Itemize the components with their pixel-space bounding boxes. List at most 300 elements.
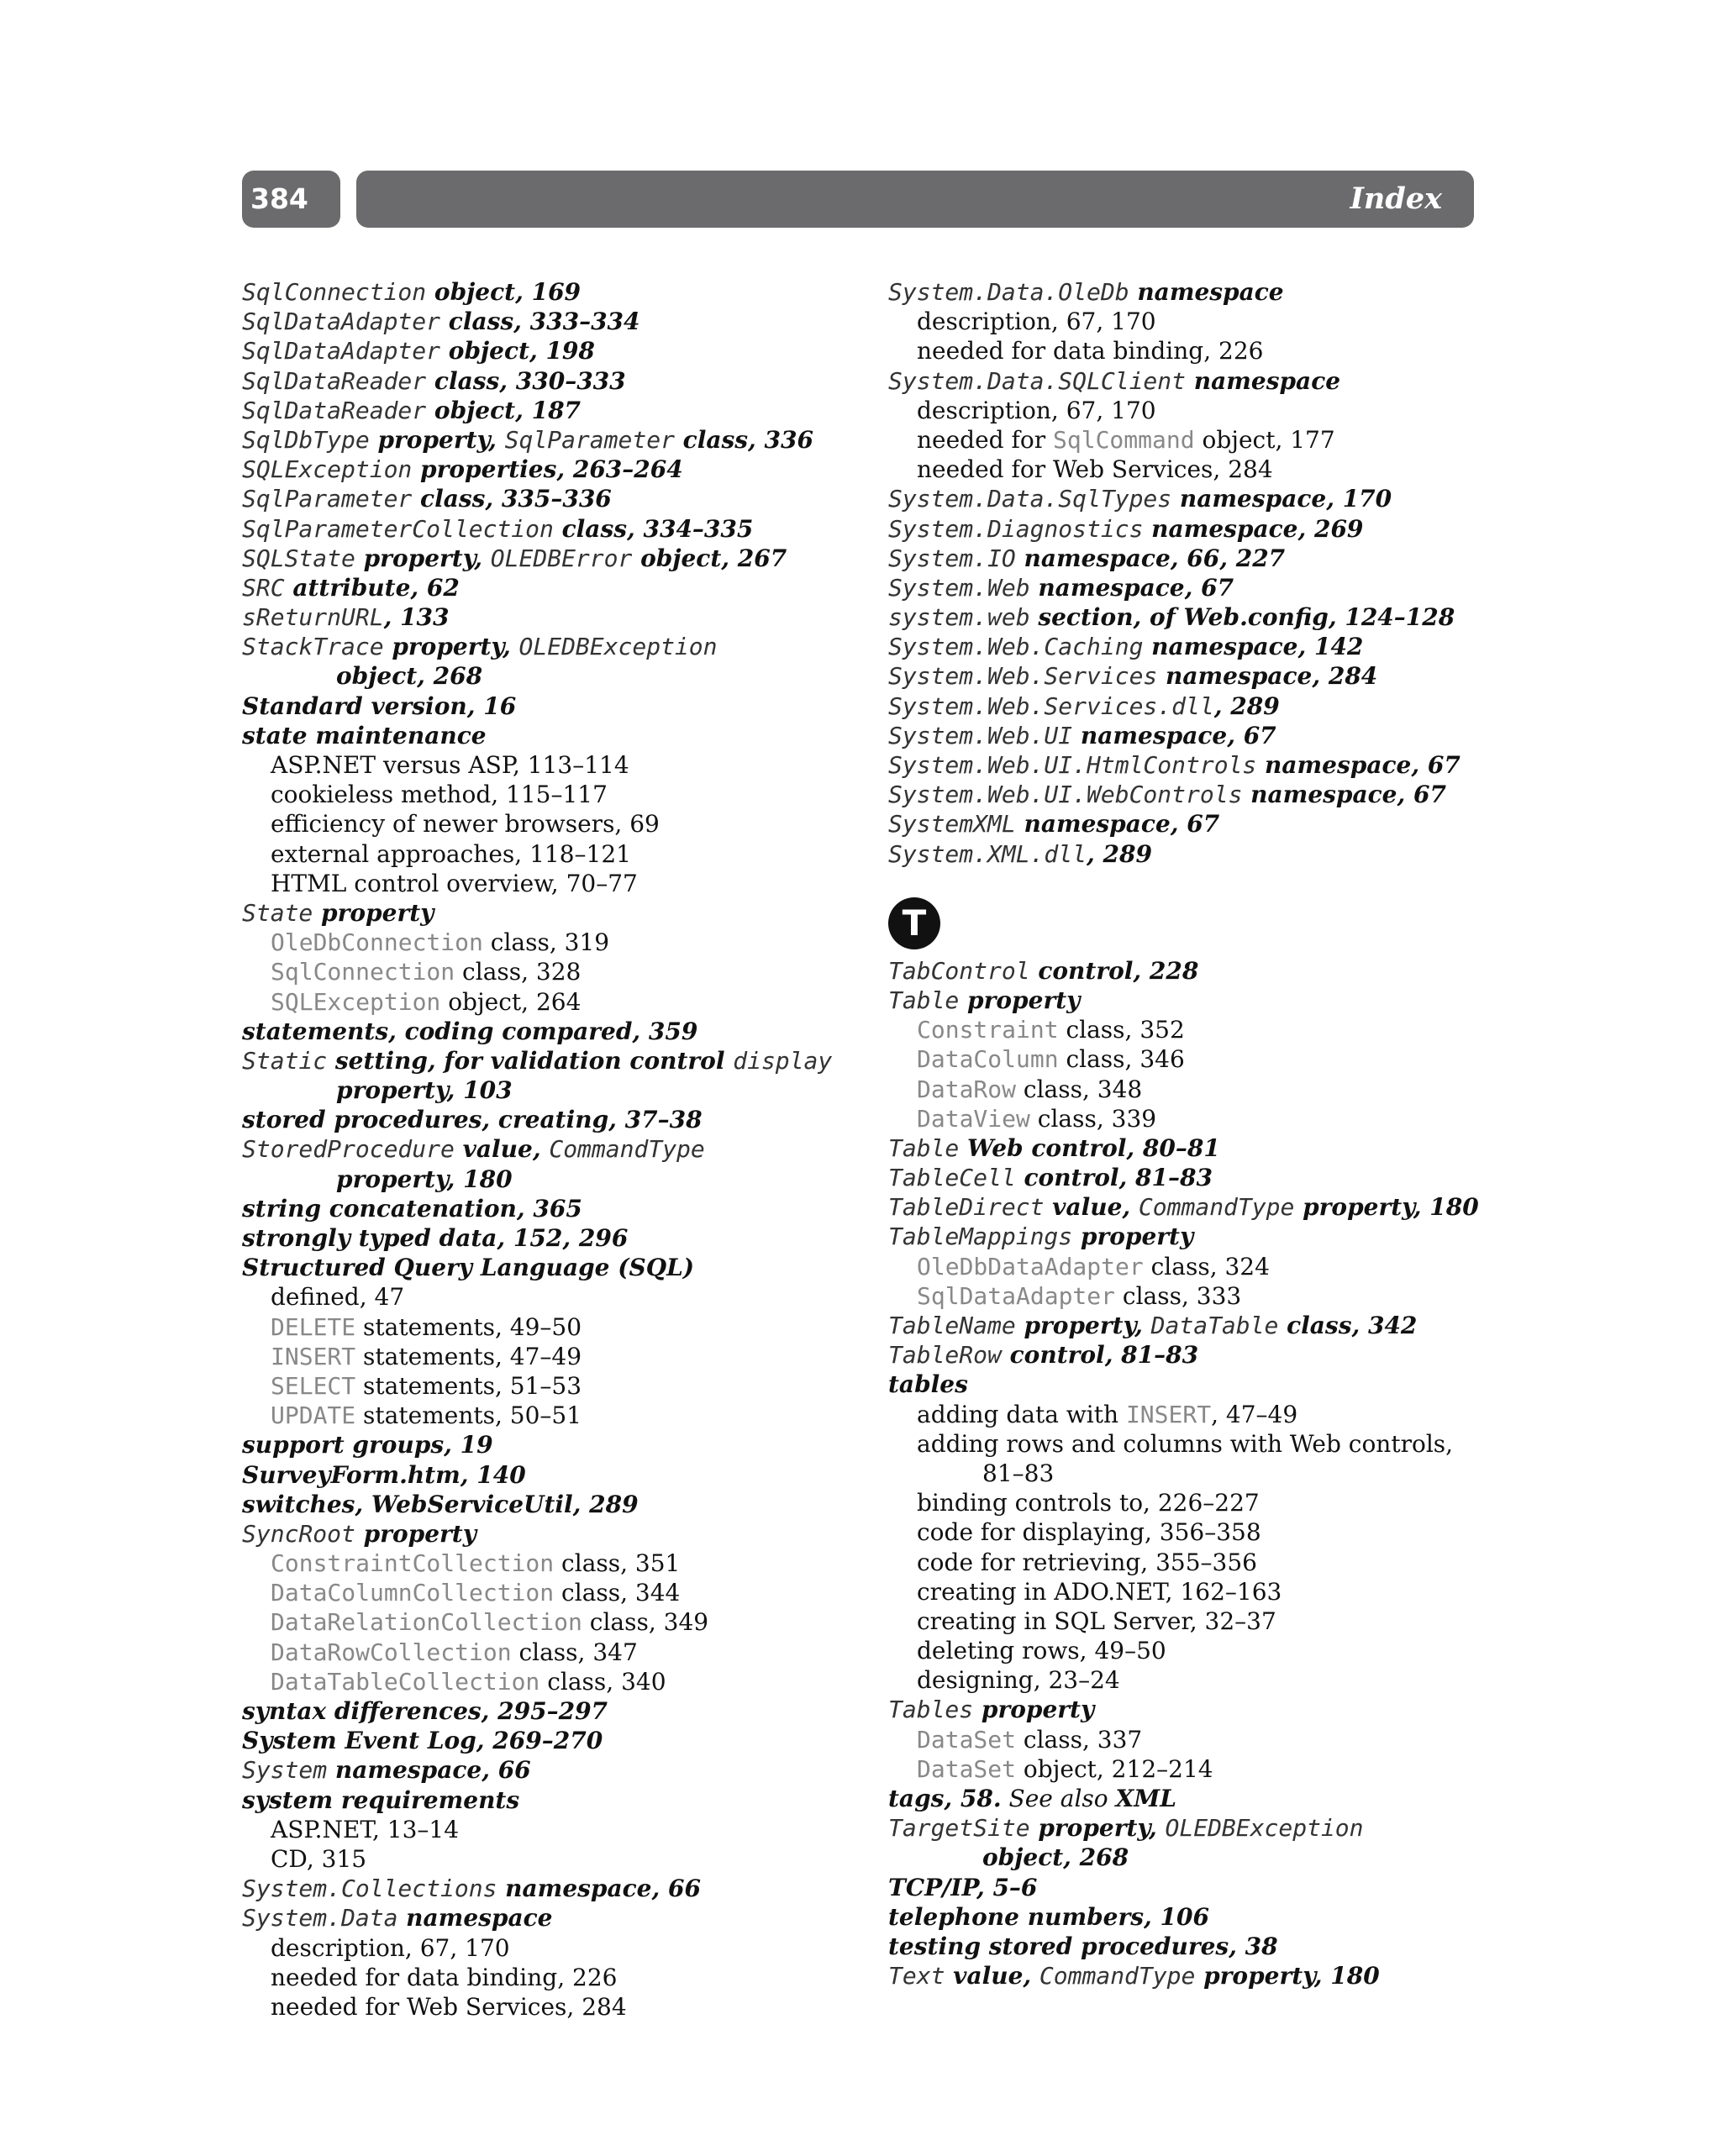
entry-text: CommandType: [549, 1135, 705, 1164]
index-entry: [888, 602, 1493, 632]
entry-text: support groups, 19: [242, 1431, 493, 1459]
entry-text: namespace, 67: [1072, 721, 1276, 749]
entry-text: testing stored procedures, 38: [888, 1932, 1278, 1960]
index-entry: [242, 514, 855, 544]
entry-text: SqlDataAdapter: [917, 1281, 1116, 1310]
entry-text: System.Diagnostics: [888, 514, 1144, 543]
entry-text: namespace, 66, 227: [1015, 544, 1286, 572]
entry-text: code for retrieving, 355–356: [917, 1548, 1257, 1576]
entry-text: namespace, 66: [497, 1875, 701, 1903]
entry-text: object, 267: [632, 544, 787, 572]
entry-text: DataSet: [917, 1725, 1017, 1754]
index-entry: [242, 1874, 855, 1903]
index-entry: [242, 336, 855, 365]
index-entry: [242, 1017, 855, 1046]
entry-text: binding controls to, 226–227: [917, 1489, 1260, 1517]
index-entry: [242, 396, 855, 425]
index-entry: [242, 1194, 855, 1223]
entry-text: deleting rows, 49–50: [917, 1637, 1166, 1665]
index-entry: [888, 277, 1493, 307]
entry-text: tables: [888, 1370, 968, 1399]
entry-text: System.XML.dll: [888, 839, 1087, 868]
index-entry: [888, 956, 1493, 986]
index-subentry: [242, 1815, 855, 1844]
index-subentry: [242, 839, 855, 869]
entry-text: property,: [355, 544, 491, 572]
entry-text: SqlConnection: [242, 278, 427, 306]
index-subentry: [888, 1665, 1493, 1695]
entry-text: XML: [1115, 1785, 1176, 1812]
entry-text: statements, 50–51: [355, 1401, 582, 1430]
entry-text: OleDbConnection: [271, 928, 483, 957]
entry-text: system.web: [888, 603, 1030, 632]
entry-text: object, 169: [426, 278, 582, 306]
index-subentry: [888, 1104, 1493, 1133]
index-entry: [242, 1903, 855, 1933]
index-subentry: [242, 1667, 855, 1696]
entry-text: statements, 49–50: [355, 1312, 582, 1341]
index-entry: [242, 632, 855, 661]
index-entry: [888, 1932, 1493, 1961]
entry-text: CD, 315: [271, 1844, 367, 1873]
entry-text: TableRow: [888, 1341, 1002, 1370]
entry-text: DELETE: [271, 1312, 356, 1341]
entry-text: switches, WebServiceUtil, 289: [242, 1490, 639, 1518]
index-entry: [242, 1134, 855, 1164]
entry-text: DataSet: [917, 1754, 1017, 1783]
entry-text: property,: [1015, 1312, 1151, 1339]
entry-text: SRC: [242, 573, 285, 602]
entry-text: object, 187: [426, 396, 582, 424]
index-entry: [888, 691, 1493, 721]
entry-text: TableMappings: [888, 1223, 1073, 1251]
entry-text: control, 228: [1029, 956, 1199, 985]
entry-text: attribute, 62: [284, 573, 460, 602]
index-entry: [888, 1695, 1493, 1724]
index-subentry: [242, 1401, 855, 1430]
entry-text: class, 333–334: [440, 308, 640, 336]
entry-text: description, 67, 170: [917, 308, 1156, 336]
entry-text: namespace: [397, 1904, 553, 1933]
entry-text: System.Web.UI.WebControls: [888, 781, 1243, 809]
entry-text: System.Collections: [242, 1875, 497, 1903]
entry-text: property: [959, 986, 1081, 1014]
entry-text: namespace, 67: [1242, 781, 1446, 809]
index-subentry: [242, 987, 855, 1017]
index-entry: [888, 1192, 1493, 1222]
entry-text: class, 344: [554, 1579, 681, 1607]
running-header-title: Index: [1350, 181, 1442, 216]
entry-text: needed for data binding, 226: [271, 1963, 618, 1991]
entry-text: namespace, 67: [1029, 573, 1234, 602]
entry-text: SQLException: [242, 455, 413, 484]
entry-text: INSERT: [1125, 1400, 1212, 1428]
entry-text: namespace: [1129, 278, 1284, 306]
index-subentry: [242, 1607, 855, 1637]
index-subentry: [888, 1281, 1493, 1311]
entry-text: namespace, 170: [1171, 485, 1392, 513]
entry-text: object, 264: [440, 987, 582, 1016]
index-entry: [242, 573, 855, 602]
entry-text: TableName: [888, 1312, 1016, 1339]
index-entry: [888, 1222, 1493, 1251]
entry-text: statements, 51–53: [355, 1371, 582, 1400]
entry-text: StoredProcedure: [242, 1135, 455, 1164]
index-subentry: [242, 1282, 855, 1312]
index-entry: [888, 1340, 1493, 1370]
entry-text: ASP.NET versus ASP, 113–114: [271, 751, 629, 779]
entry-text: namespace, 284: [1157, 662, 1378, 691]
entry-text: system requirements: [242, 1785, 520, 1814]
entry-text: creating in ADO.NET, 162–163: [917, 1577, 1282, 1606]
entry-text: System.Web.UI: [888, 721, 1073, 749]
entry-text: property,: [369, 425, 505, 454]
index-entry: [888, 1163, 1493, 1192]
index-entry: [242, 1696, 855, 1726]
entry-text: DataView: [917, 1104, 1030, 1133]
entry-text: See also: [1001, 1785, 1116, 1812]
index-entry: [888, 839, 1493, 869]
entry-text: OLEDBException: [1165, 1814, 1364, 1843]
entry-text: , 133: [383, 603, 450, 632]
entry-text: class, 335–336: [412, 485, 612, 513]
entry-text: StackTrace: [242, 633, 384, 661]
entry-text: , 47–49: [1211, 1400, 1298, 1428]
entry-text: stored procedures, creating, 37–38: [242, 1106, 703, 1134]
entry-text: System.IO: [888, 544, 1016, 572]
entry-text: SqlDbType: [242, 425, 370, 454]
entry-text: State: [242, 898, 313, 927]
entry-text: class, 346: [1058, 1045, 1185, 1074]
entry-text: class, 352: [1058, 1016, 1185, 1044]
entry-text: Tables: [888, 1696, 974, 1724]
index-entry: [242, 366, 855, 396]
entry-text: property, 103: [336, 1076, 513, 1105]
entry-text: SqlParameter: [242, 485, 413, 513]
entry-text: class, 334–335: [553, 514, 754, 543]
index-subentry: [242, 1638, 855, 1667]
entry-text: class, 342: [1278, 1312, 1418, 1339]
index-subentry: [888, 1725, 1493, 1754]
entry-text: SqlDataAdapter: [242, 308, 441, 336]
entry-text: , 289: [1087, 839, 1152, 868]
entry-text: SqlDataReader: [242, 396, 427, 424]
entry-text: DataColumnCollection: [271, 1579, 555, 1607]
index-subentry: [888, 1015, 1493, 1044]
index-entry: [888, 1873, 1493, 1902]
index-subentry: [888, 1459, 1493, 1488]
index-entry: [242, 1253, 855, 1282]
index-subentry: [888, 1606, 1493, 1636]
index-subentry: [242, 1549, 855, 1578]
entry-text: System.Web.UI.HtmlControls: [888, 751, 1257, 779]
entry-text: efficiency of newer browsers, 69: [271, 810, 660, 839]
entry-text: cookieless method, 115–117: [271, 781, 608, 809]
entry-text: class, 337: [1016, 1725, 1143, 1754]
entry-text: property: [355, 1519, 476, 1548]
entry-text: class, 333: [1115, 1281, 1242, 1310]
entry-text: needed for Web Services, 284: [271, 1992, 627, 2021]
index-entry: [888, 1784, 1493, 1813]
entry-text: SQLState: [242, 544, 355, 572]
entry-text: object, 177: [1194, 425, 1335, 454]
entry-text: Text: [888, 1962, 945, 1990]
index-subentry: [242, 809, 855, 839]
entry-text: class, 324: [1143, 1252, 1270, 1280]
entry-text: System.Data.SQLClient: [888, 366, 1187, 395]
index-entry: [888, 1902, 1493, 1932]
entry-text: property,: [383, 633, 519, 661]
entry-text: CommandType: [1138, 1193, 1295, 1222]
entry-text: namespace, 66: [327, 1756, 531, 1785]
entry-text: Constraint: [917, 1016, 1059, 1044]
entry-text: SqlCommand: [1053, 425, 1195, 454]
entry-text: adding data with: [917, 1400, 1126, 1428]
index-subentry: [888, 1075, 1493, 1104]
index-entry: [888, 573, 1493, 602]
index-subentry: [888, 1400, 1493, 1429]
entry-text: class, 340: [539, 1667, 666, 1696]
entry-text: property, 180: [1294, 1193, 1479, 1222]
index-subentry: [242, 1342, 855, 1371]
entry-text: UPDATE: [271, 1401, 356, 1430]
entry-text: DataRow: [917, 1075, 1017, 1103]
entry-text: namespace, 142: [1143, 633, 1364, 661]
entry-text: SQLException: [271, 987, 441, 1016]
index-entry: [242, 1490, 855, 1519]
entry-text: System.Data.OleDb: [888, 278, 1129, 306]
index-entry: [242, 544, 855, 573]
index-entry: [242, 277, 855, 307]
entry-text: string concatenation, 365: [242, 1194, 582, 1223]
entry-text: code for displaying, 356–358: [917, 1518, 1261, 1547]
entry-text: SqlParameter: [504, 425, 675, 454]
index-subentry: [888, 1548, 1493, 1577]
entry-text: SyncRoot: [242, 1519, 355, 1548]
index-entry: [888, 1311, 1493, 1340]
index-entry: [888, 514, 1493, 544]
entry-text: needed for data binding, 226: [917, 337, 1264, 365]
entry-text: sReturnURL: [242, 603, 384, 632]
index-subentry: [888, 1636, 1493, 1665]
index-subentry: [888, 336, 1493, 365]
entry-text: needed for: [917, 425, 1053, 454]
entry-text: external approaches, 118–121: [271, 839, 631, 868]
entry-text: 81–83: [982, 1459, 1055, 1487]
entry-text: description, 67, 170: [917, 396, 1156, 424]
entry-text: class, 330–333: [426, 366, 626, 395]
index-subentry: [242, 1165, 855, 1194]
entry-list-right-top: [888, 277, 1493, 869]
entry-text: designing, 23–24: [917, 1666, 1120, 1695]
index-entry: [242, 1223, 855, 1253]
entry-text: namespace, 67: [1256, 751, 1460, 779]
index-entry: [242, 691, 855, 721]
entry-text: SqlConnection: [271, 958, 455, 986]
index-entry: [888, 721, 1493, 750]
entry-text: class, 347: [511, 1638, 638, 1666]
index-entry: [888, 1813, 1493, 1843]
entry-text: SurveyForm.htm, 140: [242, 1460, 526, 1489]
index-entry: [888, 632, 1493, 661]
entry-text: tags, 58.: [888, 1785, 1002, 1812]
index-entry: [242, 1046, 855, 1075]
index-subentry: [242, 1992, 855, 2022]
entry-text: state maintenance: [242, 721, 487, 749]
index-entry: [242, 602, 855, 632]
index-subentry: [242, 1578, 855, 1607]
entry-text: class, 351: [554, 1549, 681, 1578]
entry-text: section, of Web.config, 124–128: [1029, 603, 1455, 632]
entry-text: TabControl: [888, 956, 1030, 985]
index-subentry: [242, 661, 855, 691]
page-number: 384: [242, 171, 340, 228]
entry-text: System: [242, 1756, 328, 1785]
entry-text: defined, 47: [271, 1283, 405, 1312]
entry-text: SqlDataReader: [242, 366, 427, 395]
entry-text: class, 336: [674, 425, 813, 454]
index-subentry: [888, 455, 1493, 484]
entry-text: Table: [888, 1133, 960, 1162]
index-entry: [242, 1785, 855, 1815]
entry-text: , 289: [1213, 691, 1280, 720]
index-entry: [888, 1133, 1493, 1163]
index-entry: [242, 721, 855, 750]
entry-text: property, 180: [336, 1165, 513, 1193]
entry-text: OleDbDataAdapter: [917, 1252, 1144, 1280]
running-header: [356, 171, 1474, 228]
index-entry: [242, 1105, 855, 1134]
entry-text: Standard version, 16: [242, 691, 517, 720]
entry-text: System.Web.Services.dll: [888, 691, 1214, 720]
entry-text: value,: [454, 1135, 550, 1164]
entry-text: value,: [1044, 1193, 1139, 1222]
index-subentry: [242, 1844, 855, 1874]
index-column-right: [888, 277, 1493, 1990]
entry-text: object, 268: [336, 662, 483, 691]
entry-text: INSERT: [271, 1342, 356, 1370]
entry-text: Structured Query Language (SQL): [242, 1254, 695, 1282]
entry-text: property,: [1029, 1814, 1166, 1843]
index-subentry: [888, 396, 1493, 425]
entry-text: strongly typed data, 152, 296: [242, 1224, 629, 1252]
index-entry: [888, 1370, 1493, 1399]
entry-text: property: [973, 1696, 1095, 1724]
entry-text: SELECT: [271, 1371, 356, 1400]
entry-text: System.Data: [242, 1904, 398, 1933]
entry-text: class, 349: [582, 1608, 709, 1637]
entry-text: System.Web: [888, 573, 1030, 602]
index-entry: [242, 484, 855, 513]
entry-text: System.Web.Services: [888, 662, 1158, 691]
entry-text: object, 212–214: [1016, 1754, 1213, 1783]
entry-text: ASP.NET, 13–14: [271, 1815, 460, 1843]
index-entry: [888, 366, 1493, 396]
entry-text: TCP/IP, 5–6: [888, 1873, 1038, 1901]
index-subentry: [888, 307, 1493, 336]
entry-text: control, 81–83: [1001, 1341, 1199, 1370]
entry-text: OLEDBException: [518, 633, 718, 661]
entry-text: SqlParameterCollection: [242, 514, 554, 543]
index-entry: [242, 1430, 855, 1459]
entry-text: telephone numbers, 106: [888, 1902, 1209, 1931]
index-entry: [888, 809, 1493, 839]
index-entry: [888, 780, 1493, 809]
entry-text: DataRelationCollection: [271, 1608, 582, 1637]
entry-text: HTML control overview, 70–77: [271, 869, 638, 897]
entry-text: class, 348: [1016, 1075, 1143, 1103]
index-subentry: [888, 1429, 1493, 1459]
entry-text: Static: [242, 1046, 328, 1075]
index-entry: [888, 1961, 1493, 1990]
entry-list-left: [242, 277, 855, 2022]
index-entry: [242, 1726, 855, 1755]
index-subentry: [888, 1044, 1493, 1074]
entry-text: syntax differences, 295–297: [242, 1697, 608, 1725]
index-subentry: [888, 1843, 1493, 1872]
entry-text: properties, 263–264: [412, 455, 683, 484]
entry-text: System.Web.Caching: [888, 633, 1144, 661]
index-subentry: [888, 1577, 1493, 1606]
entry-text: statements, coding compared, 359: [242, 1017, 698, 1045]
index-entry: [242, 307, 855, 336]
entry-text: System Event Log, 269–270: [242, 1727, 603, 1755]
entry-text: Table: [888, 986, 960, 1014]
entry-text: creating in SQL Server, 32–37: [917, 1606, 1276, 1635]
entry-text: namespace: [1186, 366, 1341, 395]
entry-text: OLEDBError: [490, 544, 633, 572]
entry-text: DataColumn: [917, 1045, 1059, 1074]
entry-text: TableCell: [888, 1164, 1016, 1192]
index-entry: [242, 1519, 855, 1549]
index-column-left: [242, 277, 855, 2022]
entry-text: value,: [945, 1962, 1039, 1990]
index-subentry: [242, 1933, 855, 1963]
entry-text: System.Data.SqlTypes: [888, 485, 1172, 513]
entry-text: display: [733, 1046, 833, 1075]
entry-text: DataTableCollection: [271, 1667, 540, 1696]
entry-text: object, 268: [982, 1843, 1129, 1872]
entry-text: SqlDataAdapter: [242, 337, 441, 365]
section-letter-badge: T: [888, 897, 940, 949]
index-entry: [888, 986, 1493, 1015]
entry-text: SystemXML: [888, 810, 1016, 839]
entry-text: setting, for validation control: [327, 1046, 734, 1075]
entry-text: Web control, 80–81: [959, 1133, 1220, 1162]
index-entry: [888, 661, 1493, 691]
index-entry: [242, 455, 855, 484]
index-entry: [242, 898, 855, 928]
index-subentry: [242, 957, 855, 986]
entry-text: property: [1072, 1223, 1194, 1251]
entry-text: control, 81–83: [1015, 1164, 1213, 1192]
index-subentry: [888, 1517, 1493, 1547]
index-subentry: [242, 1312, 855, 1342]
entry-text: class, 339: [1029, 1104, 1157, 1133]
entry-text: CommandType: [1039, 1962, 1196, 1990]
entry-text: object, 198: [440, 337, 595, 365]
index-entry: [242, 1460, 855, 1490]
index-subentry: [242, 1075, 855, 1105]
index-entry: [888, 484, 1493, 513]
entry-text: DataTable: [1150, 1312, 1279, 1339]
index-subentry: [888, 1488, 1493, 1517]
index-subentry: [242, 1371, 855, 1401]
entry-list-right-bottom: [888, 956, 1493, 1991]
index-entry: [888, 544, 1493, 573]
entry-text: DataRowCollection: [271, 1638, 512, 1666]
index-subentry: [888, 425, 1493, 455]
